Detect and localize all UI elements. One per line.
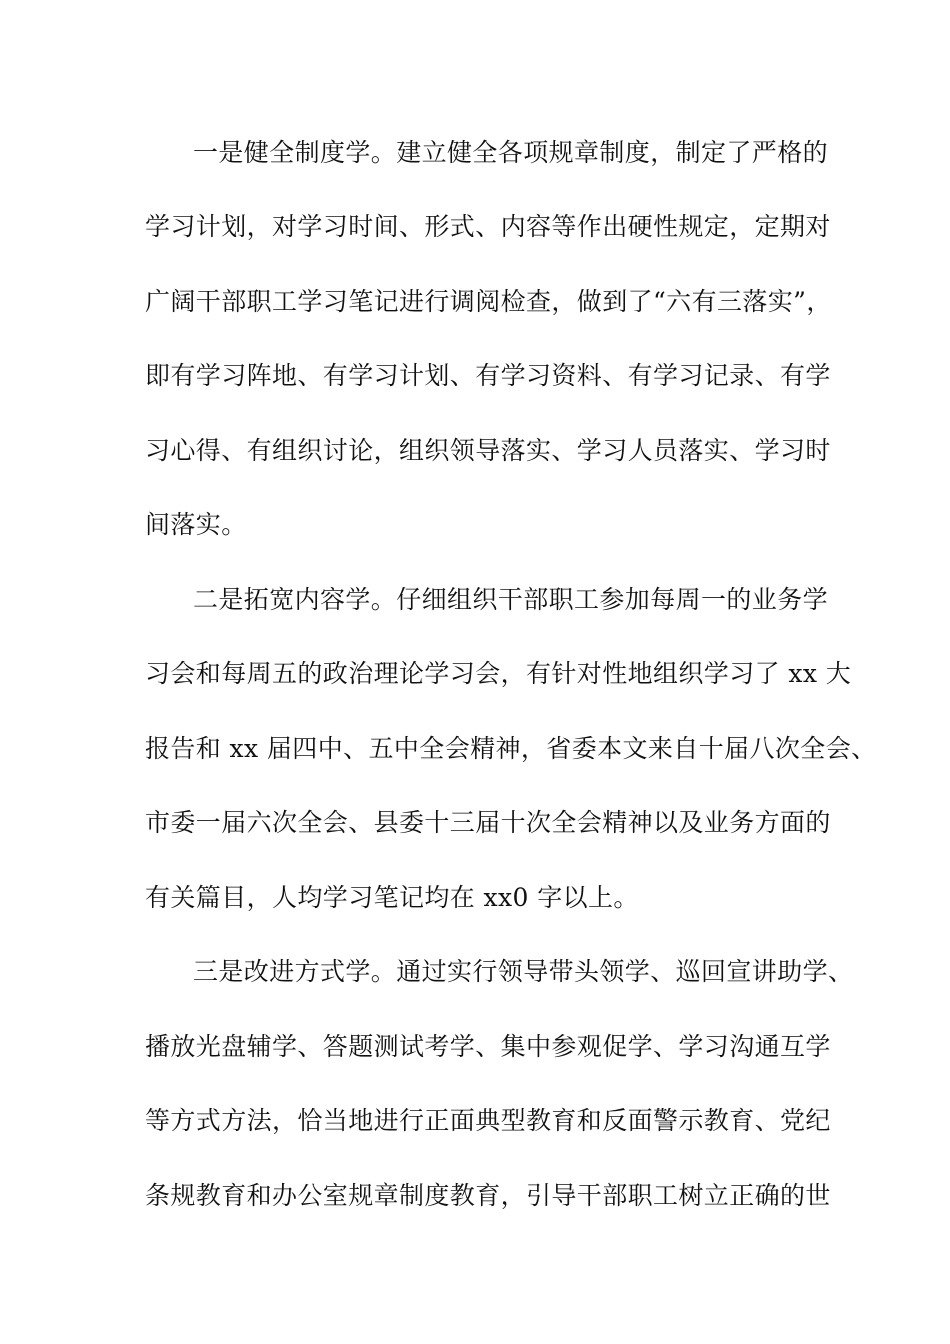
paragraph-3-line-4: 条规教育和办公室规章制度教育，引导干部职工树立正确的世 xyxy=(145,1181,831,1210)
paragraph-2-line-4: 市委一届六次全会、县委十三届十次全会精神以及业务方面的 xyxy=(145,808,831,837)
paragraph-3-line-2: 播放光盘辅学、答题测试考学、集中参观促学、学习沟通互学 xyxy=(145,1032,831,1061)
paragraph-1-line-4: 即有学习阵地、有学习计划、有学习资料、有学习记录、有学 xyxy=(145,361,831,390)
paragraph-3-line-3: 等方式方法，恰当地进行正面典型教育和反面警示教育、党纪 xyxy=(145,1106,831,1135)
paragraph-2-line-1: 二是拓宽内容学。仔细组织干部职工参加每周一的业务学 xyxy=(193,585,829,614)
paragraph-3-line-1: 三是改进方式学。通过实行领导带头领学、巡回宣讲助学、 xyxy=(193,957,854,986)
paragraph-2-line-5: 有关篇目，人均学习笔记均在 xx0 字以上。 xyxy=(145,883,639,912)
paragraph-2-line-3: 报告和 xx 届四中、五中全会精神，省委本文来自十届八次全会、 xyxy=(145,734,877,763)
paragraph-1-line-3: 广阔干部职工学习笔记进行调阅检查，做到了“六有三落实”， xyxy=(145,287,832,316)
paragraph-1-line-6: 间落实。 xyxy=(145,510,247,539)
paragraph-2-line-2: 习会和每周五的政治理论学习会，有针对性地组织学习了 xx 大 xyxy=(145,659,852,688)
paragraph-1-line-5: 习心得、有组织讨论，组织领导落实、学习人员落实、学习时 xyxy=(145,436,831,465)
paragraph-1-line-1: 一是健全制度学。建立健全各项规章制度，制定了严格的 xyxy=(193,138,829,167)
paragraph-1-line-2: 学习计划，对学习时间、形式、内容等作出硬性规定，定期对 xyxy=(145,212,831,241)
